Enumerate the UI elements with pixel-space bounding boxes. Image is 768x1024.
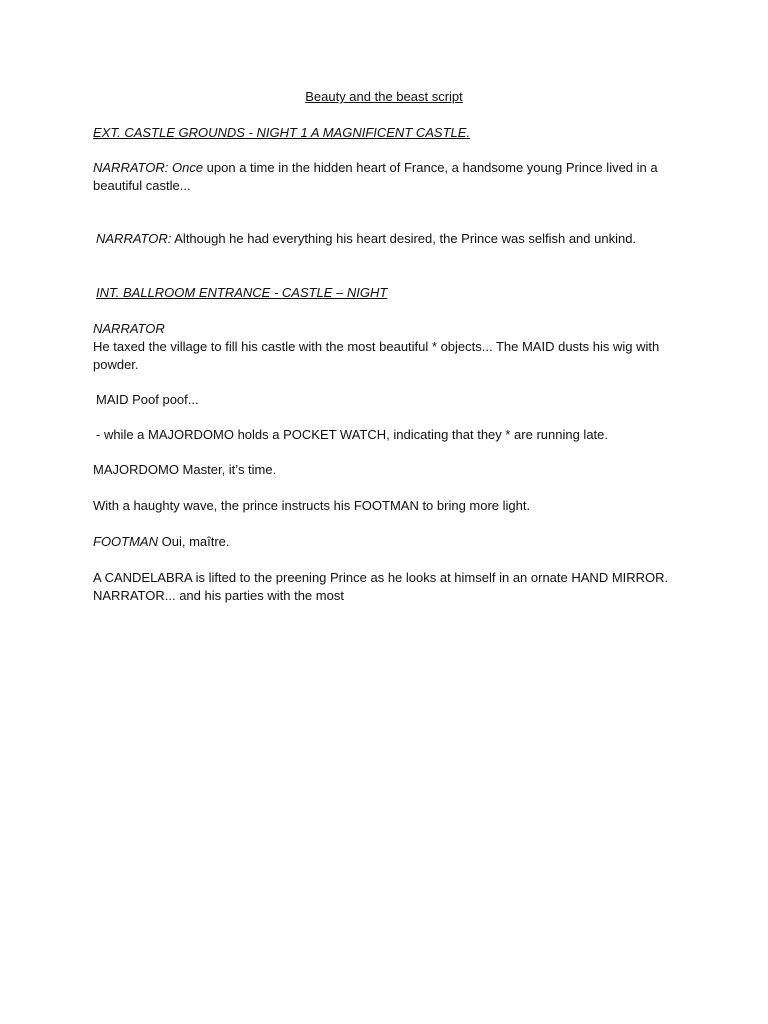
paragraph-9: A CANDELABRA is lifted to the preening Prince as he looks at himself in an ornate HAND MIRROR. NARRATOR... and his parties with the most (93, 570, 669, 603)
paragraph-3 (93, 320, 683, 374)
speaker-narrator-2: NARRATOR: (96, 231, 172, 246)
paragraph-2 (96, 230, 686, 248)
paragraph-3-text: He taxed the village to fill his castle with the most beautiful * objects... The MAID dusts his wig with powder. (93, 339, 660, 372)
paragraph-4: MAID Poof poof... (96, 392, 199, 407)
paragraph-6: MAJORDOMO Master, it’s time. (93, 462, 277, 477)
paragraph-5: - while a MAJORDOMO holds a POCKET WATCH, indicating that they * are running late. (96, 427, 609, 442)
paragraph-1-text: upon a time in the hidden heart of France, a handsome young Prince lived in a beautiful castle... (93, 160, 658, 193)
document-title: Beauty and the beast script (305, 89, 463, 104)
speaker-narrator-3: NARRATOR (93, 321, 165, 336)
paragraph-8-text: Oui, maître. (158, 534, 230, 549)
paragraph-8 (93, 533, 683, 551)
paragraph-7: With a haughty wave, the prince instructs his FOOTMAN to bring more light. (93, 498, 531, 513)
speaker-narrator-1: NARRATOR: Once (93, 160, 204, 175)
speaker-footman: FOOTMAN (93, 534, 158, 549)
scene-heading-1: EXT. CASTLE GROUNDS - NIGHT 1 A MAGNIFICENT CASTLE. (93, 125, 471, 140)
paragraph-2-text: Although he had everything his heart desired, the Prince was selfish and unkind. (171, 231, 637, 246)
scene-heading-2: INT. BALLROOM ENTRANCE - CASTLE – NIGHT (96, 285, 388, 300)
paragraph-1 (93, 159, 683, 195)
